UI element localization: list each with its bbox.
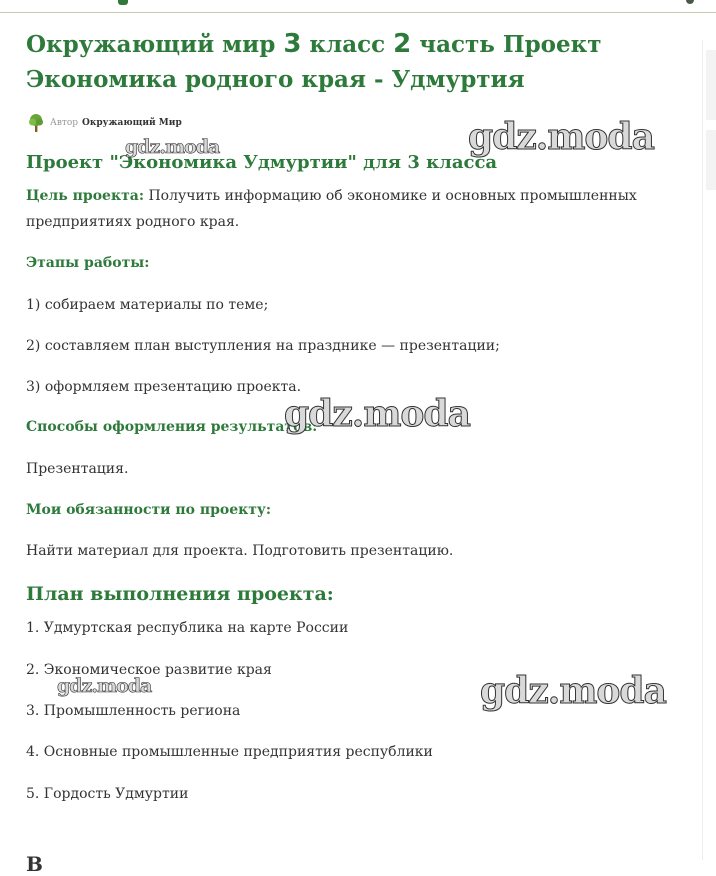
page-title: Окружающий мир 3 класс 2 часть Проект Экономика родного края - Удмуртия <box>26 29 602 93</box>
watermark: gdz.moda <box>284 393 470 435</box>
goal-label: Цель проекта: <box>26 188 144 204</box>
logo-fragment <box>118 0 128 5</box>
sidebar-divider <box>702 40 703 860</box>
stages-label: Этапы работы: <box>26 255 150 271</box>
watermark: gdz.moda <box>125 136 220 158</box>
author-name[interactable]: Окружающий Мир <box>82 118 182 128</box>
methods-label: Способы оформления результатов: <box>26 419 318 435</box>
goal-text: Получить информацию об экономике и основных промышленных предприятиях родного края. <box>26 188 637 230</box>
author-label: Автор <box>50 118 79 128</box>
menu-fragment <box>686 0 694 4</box>
cut-off-heading: В <box>26 852 43 876</box>
author-line <box>26 113 182 133</box>
watermark: gdz.moda <box>468 116 654 158</box>
plan-item: 4. Основные промышленные предприятия республики <box>26 744 433 760</box>
project-heading: Проект "Экономика Удмуртии" для 3 класса <box>26 152 498 173</box>
duties-text: Найти материал для проекта. Подготовить презентацию. <box>26 543 454 559</box>
tree-icon <box>26 113 46 133</box>
plan-item: 1. Удмуртская республика на карте России <box>26 620 349 636</box>
duties-label: Мои обязанности по проекту: <box>26 502 272 518</box>
methods-text: Презентация. <box>26 461 129 477</box>
watermark: gdz.moda <box>57 675 152 697</box>
sidebar-block <box>706 130 716 190</box>
stage-item: 3) оформляем презентацию проекта. <box>26 379 302 395</box>
stage-item: 2) составляем план выступления на празднике — презентации; <box>26 338 500 354</box>
right-sidebar-edge <box>702 40 716 860</box>
goal-paragraph <box>26 183 666 235</box>
plan-heading: План выполнения проекта: <box>26 583 334 605</box>
watermark: gdz.moda <box>480 670 666 712</box>
plan-item: 5. Гордость Удмуртии <box>26 786 189 802</box>
top-bar <box>0 0 716 13</box>
plan-item: 2. Экономическое развитие края <box>26 662 272 678</box>
sidebar-block <box>706 50 716 120</box>
plan-item: 3. Промышленность региона <box>26 703 241 719</box>
stage-item: 1) собираем материалы по теме; <box>26 297 269 313</box>
